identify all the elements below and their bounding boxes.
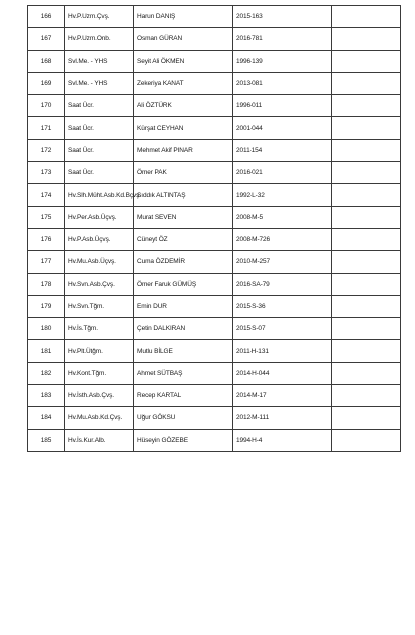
row-number-cell: 179 — [28, 295, 65, 317]
name-cell: Osman GÜRAN — [134, 28, 233, 50]
registry-number-cell: 1996-011 — [233, 95, 332, 117]
empty-cell — [332, 184, 401, 206]
rank-cell: Hv.İs.Tğm. — [65, 318, 134, 340]
table-row — [28, 95, 401, 117]
row-number-cell: 168 — [28, 50, 65, 72]
table-row — [28, 340, 401, 362]
rank-cell: Hv.P.Uzm.Onb. — [65, 28, 134, 50]
empty-cell — [332, 362, 401, 384]
row-number-cell: 171 — [28, 117, 65, 139]
row-number-cell: 169 — [28, 72, 65, 94]
table-row — [28, 251, 401, 273]
name-cell: Recep KARTAL — [134, 385, 233, 407]
row-number-cell: 181 — [28, 340, 65, 362]
registry-number-cell: 1992-L-32 — [233, 184, 332, 206]
personnel-table — [27, 5, 401, 452]
registry-number-cell: 2010-M-257 — [233, 251, 332, 273]
row-number-cell: 185 — [28, 429, 65, 451]
empty-cell — [332, 72, 401, 94]
name-cell: Cuma ÖZDEMİR — [134, 251, 233, 273]
name-cell: Ömer PAK — [134, 162, 233, 184]
empty-cell — [332, 429, 401, 451]
name-cell: Harun DANIŞ — [134, 6, 233, 28]
rank-cell: Saat Ücr. — [65, 139, 134, 161]
table-row — [28, 318, 401, 340]
table-row — [28, 385, 401, 407]
rank-cell: Svl.Me. - YHS — [65, 50, 134, 72]
rank-cell: Hv.Mu.Asb.Kd.Çvş. — [65, 407, 134, 429]
name-cell: Murat SEVEN — [134, 206, 233, 228]
empty-cell — [332, 6, 401, 28]
table-row — [28, 295, 401, 317]
personnel-table-body — [28, 6, 401, 452]
rank-cell: Hv.İsth.Asb.Çvş. — [65, 385, 134, 407]
table-row — [28, 206, 401, 228]
name-cell: Ömer Faruk GÜMÜŞ — [134, 273, 233, 295]
empty-cell — [332, 385, 401, 407]
name-cell: Emin DUR — [134, 295, 233, 317]
table-row — [28, 6, 401, 28]
empty-cell — [332, 340, 401, 362]
rank-cell: Hv.Svn.Tğm. — [65, 295, 134, 317]
registry-number-cell: 2015-S-36 — [233, 295, 332, 317]
registry-number-cell: 2015-S-07 — [233, 318, 332, 340]
name-cell: Zekeriya KANAT — [134, 72, 233, 94]
table-row — [28, 162, 401, 184]
name-cell: Cüneyt ÖZ — [134, 228, 233, 250]
row-number-cell: 177 — [28, 251, 65, 273]
registry-number-cell: 1994-H-4 — [233, 429, 332, 451]
empty-cell — [332, 95, 401, 117]
rank-cell: Saat Ücr. — [65, 117, 134, 139]
row-number-cell: 180 — [28, 318, 65, 340]
row-number-cell: 184 — [28, 407, 65, 429]
empty-cell — [332, 295, 401, 317]
registry-number-cell: 2014-H-044 — [233, 362, 332, 384]
table-row — [28, 228, 401, 250]
registry-number-cell: 2016-021 — [233, 162, 332, 184]
rank-cell: Hv.P.Uzm.Çvş. — [65, 6, 134, 28]
rank-cell: Hv.Plt.Ütğm. — [65, 340, 134, 362]
row-number-cell: 174 — [28, 184, 65, 206]
name-cell: Ahmet SÜTBAŞ — [134, 362, 233, 384]
empty-cell — [332, 407, 401, 429]
table-row — [28, 184, 401, 206]
rank-cell: Hv.Slh.Müht.Asb.Kd.Bçvş. — [65, 184, 134, 206]
registry-number-cell: 2012-M-111 — [233, 407, 332, 429]
rank-cell: Hv.Per.Asb.Üçvş. — [65, 206, 134, 228]
registry-number-cell: 2016-SA-79 — [233, 273, 332, 295]
table-row — [28, 407, 401, 429]
name-cell: Mutlu BİLGE — [134, 340, 233, 362]
name-cell: Çetin DALKIRAN — [134, 318, 233, 340]
table-row — [28, 117, 401, 139]
table-row — [28, 28, 401, 50]
name-cell: Hüseyin GÖZEBE — [134, 429, 233, 451]
empty-cell — [332, 206, 401, 228]
rank-cell: Hv.P.Asb.Üçvş. — [65, 228, 134, 250]
row-number-cell: 173 — [28, 162, 65, 184]
row-number-cell: 170 — [28, 95, 65, 117]
name-cell: Mehmet Akif PINAR — [134, 139, 233, 161]
empty-cell — [332, 251, 401, 273]
rank-cell: Saat Ücr. — [65, 162, 134, 184]
row-number-cell: 182 — [28, 362, 65, 384]
table-row — [28, 50, 401, 72]
empty-cell — [332, 28, 401, 50]
row-number-cell: 175 — [28, 206, 65, 228]
name-cell: Uğur GÖKSU — [134, 407, 233, 429]
name-cell: Kürşat CEYHAN — [134, 117, 233, 139]
rank-cell: Hv.Kont.Tğm. — [65, 362, 134, 384]
empty-cell — [332, 318, 401, 340]
table-row — [28, 72, 401, 94]
rank-cell: Saat Ücr. — [65, 95, 134, 117]
empty-cell — [332, 162, 401, 184]
rank-cell: Svl.Me. - YHS — [65, 72, 134, 94]
row-number-cell: 176 — [28, 228, 65, 250]
row-number-cell: 178 — [28, 273, 65, 295]
empty-cell — [332, 117, 401, 139]
empty-cell — [332, 50, 401, 72]
registry-number-cell: 2016-781 — [233, 28, 332, 50]
name-cell: Seyit Ali ÖKMEN — [134, 50, 233, 72]
registry-number-cell: 1996-139 — [233, 50, 332, 72]
empty-cell — [332, 228, 401, 250]
table-row — [28, 273, 401, 295]
registry-number-cell: 2011-H-131 — [233, 340, 332, 362]
row-number-cell: 166 — [28, 6, 65, 28]
registry-number-cell: 2008-M-5 — [233, 206, 332, 228]
rank-cell: Hv.Svn.Asb.Çvş. — [65, 273, 134, 295]
registry-number-cell: 2014-M-17 — [233, 385, 332, 407]
empty-cell — [332, 273, 401, 295]
row-number-cell: 167 — [28, 28, 65, 50]
row-number-cell: 183 — [28, 385, 65, 407]
registry-number-cell: 2001-044 — [233, 117, 332, 139]
registry-number-cell: 2013-081 — [233, 72, 332, 94]
table-row — [28, 139, 401, 161]
table-row — [28, 362, 401, 384]
registry-number-cell: 2015-163 — [233, 6, 332, 28]
rank-cell: Hv.İs.Kur.Alb. — [65, 429, 134, 451]
empty-cell — [332, 139, 401, 161]
registry-number-cell: 2011-154 — [233, 139, 332, 161]
name-cell: Ali ÖZTÜRK — [134, 95, 233, 117]
rank-cell: Hv.Mu.Asb.Üçvş. — [65, 251, 134, 273]
name-cell: Sıddık ALTINTAŞ — [134, 184, 233, 206]
row-number-cell: 172 — [28, 139, 65, 161]
registry-number-cell: 2008-M-726 — [233, 228, 332, 250]
table-row — [28, 429, 401, 451]
